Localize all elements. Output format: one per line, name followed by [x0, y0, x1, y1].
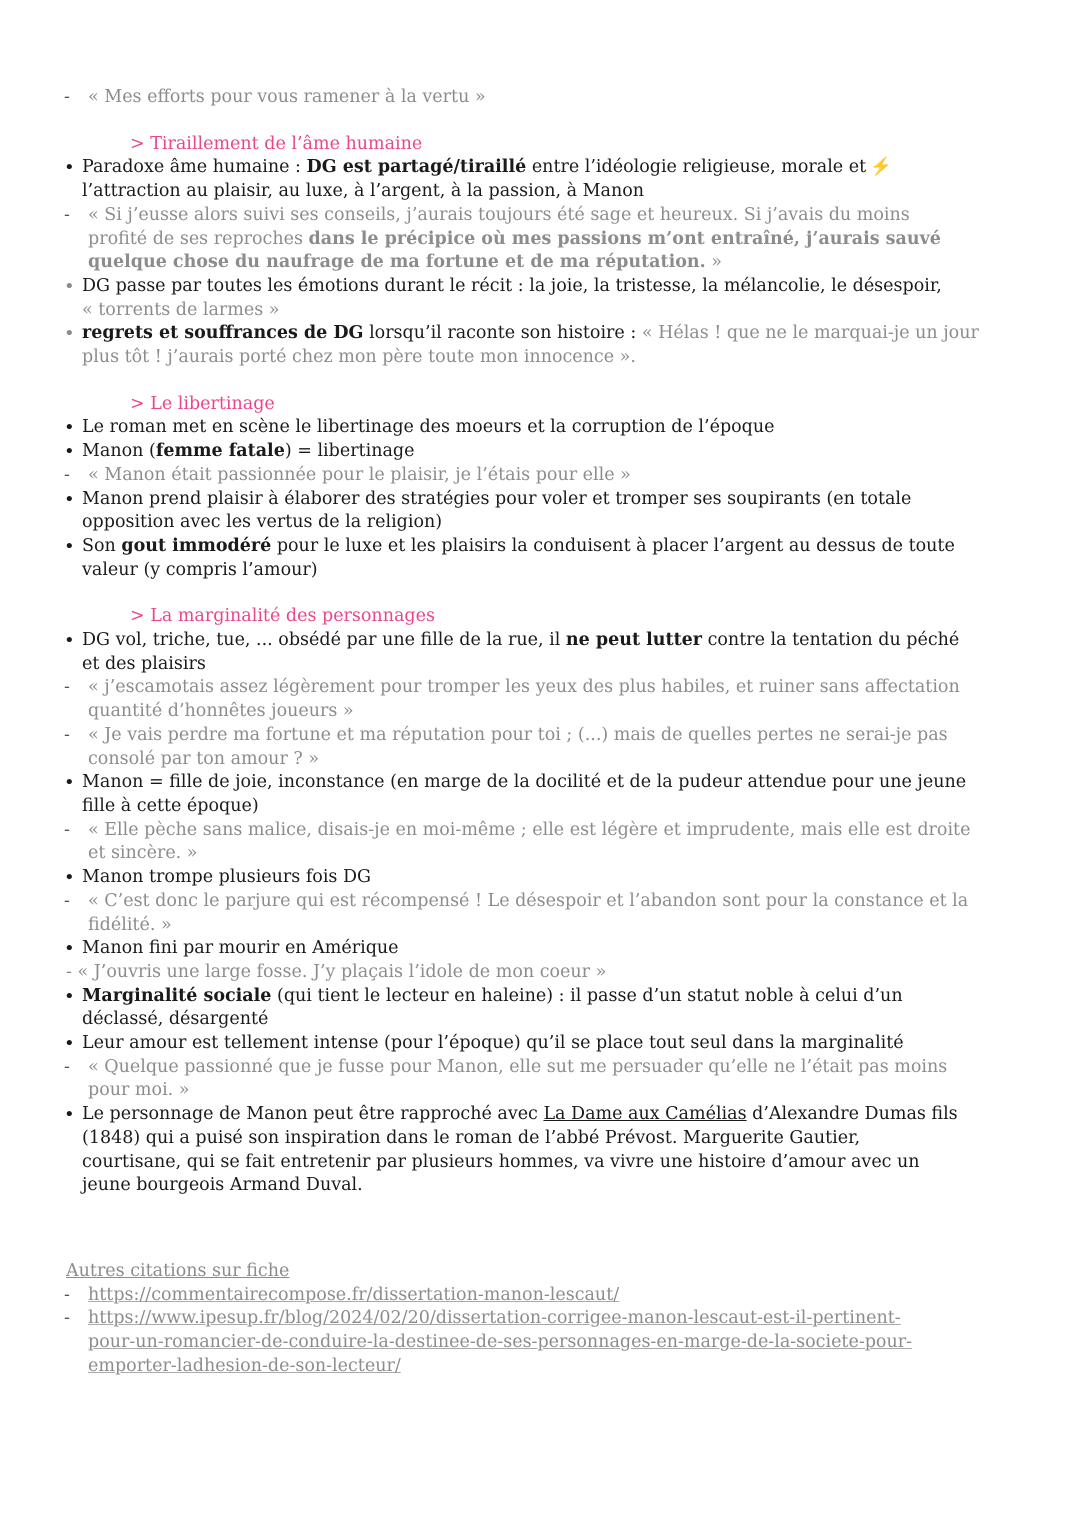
- bullet-paradoxe: • Paradoxe âme humaine : DG est partagé/tiraillé entre l’idéologie religieuse, morale et ⚡: [0, 156, 1080, 180]
- bullet-trompe-dg: • Manon trompe plusieurs fois DG: [0, 866, 1080, 890]
- study-notes-page: - « Mes efforts pour vous ramener à la vertu » > Tiraillement de l’âme humaine • Paradoxe âme humaine : DG est partagé/tiraillé entre l’idéologie religieuse, morale et ⚡ l’attraction au plaisir, au luxe, à l’argent, à la passion, à Manon - « Si j’eusse alors suivi ses conseils, j’aurais toujours été sage et heureux. Si j’avais du moins profité de ses reproches dans le précipice où mes passions m’ont entraîné, j’aurais sauvé quelque chose du naufrage de ma fortune et de ma réputation. » • DG passe par toutes les émotions durant le récit : la joie, la tristesse, la mélancolie, le désespoir, « torrents de larmes » • regrets et souffrances de DG lorsqu’il raconte son histoire : « Hélas ! que ne le marquai-je un jour plus tôt ! j’aurais porté chez mon père toute mon innocence ». > Le libertinage • Le roman met en scène le libertinage des moeurs et la corruption de l’époque • Manon (femme fatale) = libertinage - « Manon était passionnée pour le plaisir, je l’étais pour elle » • Manon prend plaisir à élaborer des stratégies pour voler et tromper ses soupirants (en totale opposition avec les vertus de la religion) • Son gout immodéré pour le luxe et les plaisirs la conduisent à placer l’argent au dessus de toute valeur (y compris l’amour) > La marginalité des personnages • DG vol, triche, tue, ... obsédé par une fille de la rue, il ne peut lutter contre la tentation du péché et des plaisirs - « j’escamotais assez légèrement pour tromper les yeux des plus habiles, et ruiner sans affectation quantité d’honnêtes joueurs » - « Je vais perdre ma fortune et ma réputation pour toi ; (...) mais de quelles pertes ne serai-je pas consolé par ton amour ? » • Manon = fille de joie, inconstance (en marge de la docilité et de la pudeur attendue pour une jeune fille à cette époque) - « Elle pèche sans malice, disais-je en moi-même ; elle est légère et imprudente, mais elle est droite et sincère. » • Manon trompe plusieurs fois DG - « C’est donc le parjure qui est récompensé ! Le désespoir et l’abandon sont pour la constance et la fidélité. » • Manon fini par mourir en Amérique - « J’ouvris une large fosse. J’y plaçais l’idole de mon coeur » • Marginalité sociale (qui tient le lecteur en haleine) : il passe d’un statut noble à celui d’un déclassé, désargenté • Leur amour est tellement intense (pour l’époque) qu’il se place tout seul dans la marginalité - « Quelque passionné que je fusse pour Manon, elle sut me persuader qu’elle ne l’était pas moins pour moi. » • Le personnage de Manon peut être rapproché avec La Dame aux Camélias d’Alexandre Dumas fils (1848) qui a puisé son inspiration dans le roman de l’abbé Prévost. Marguerite Gautier, courtisane, qui se fait entretenir par plusieurs hommes, va vivre une histoire d’amour avec un jeune bourgeois Armand Duval. Autres citations sur fiche - https://commentairecompose.fr/dissertation-manon-lescaut/ - https://www.ipesup.fr/blog/2024/02/20/dissertation-corrigee-manon-lescaut-est-il-pertinent- pour-un-romancier-de-conduire-la-destinee-de-ses-personnages-en-marge-de-la-societe-pour- emporter-ladhesion-de-son-lecteur/: [0, 86, 1080, 1378]
- book-title-dame-aux-camelias: La Dame aux Camélias: [543, 1104, 747, 1125]
- quote-escamotais: - « j’escamotais assez légèrement pour tromper les yeux des plus habiles, et ruiner sans affectation: [0, 676, 1080, 700]
- bullet-emotions: • DG passe par toutes les émotions durant le récit : la joie, la tristesse, la mélancolie, le désespoir,: [0, 275, 1080, 299]
- bullet-fille-de-joie: • Manon = fille de joie, inconstance (en marge de la docilité et de la pudeur attendue pour une jeune: [0, 771, 1080, 795]
- link-ipesup[interactable]: - https://www.ipesup.fr/blog/2024/02/20/dissertation-corrigee-manon-lescaut-est-il-pertinent-: [0, 1307, 1080, 1331]
- bullet-femme-fatale: • Manon (femme fatale) = libertinage: [0, 440, 1080, 464]
- quote-peche-sans-malice: - « Elle pèche sans malice, disais-je en moi-même ; elle est légère et imprudente, mais elle est droite: [0, 819, 1080, 843]
- section-heading-marginalite: > La marginalité des personnages: [130, 606, 435, 627]
- opening-quote: - « Mes efforts pour vous ramener à la vertu »: [0, 86, 1080, 110]
- quote-parjure: - « C’est donc le parjure qui est récompensé ! Le désespoir et l’abandon sont pour la constance et la: [0, 890, 1080, 914]
- bullet-dame-aux-camelias: • Le personnage de Manon peut être rapproché avec La Dame aux Camélias d’Alexandre Dumas fils: [0, 1103, 1080, 1127]
- section-heading-libertinage: > Le libertinage: [130, 393, 275, 414]
- quote-quelque-passionne: - « Quelque passionné que je fusse pour Manon, elle sut me persuader qu’elle ne l’était pas moins: [0, 1056, 1080, 1080]
- quote-conseils: - « Si j’eusse alors suivi ses conseils, j’aurais toujours été sage et heureux. Si j’avais du moins: [0, 204, 1080, 228]
- section-heading-tiraillement: > Tiraillement de l’âme humaine: [130, 133, 423, 154]
- bullet-marginalite-sociale: • Marginalité sociale (qui tient le lecteur en haleine) : il passe d’un statut noble à celui d’un: [0, 985, 1080, 1009]
- bullet-mourir-amerique: • Manon fini par mourir en Amérique: [0, 937, 1080, 961]
- bullet-libertinage-moeurs: • Le roman met en scène le libertinage des moeurs et la corruption de l’époque: [0, 416, 1080, 440]
- bullet-dg-vol: • DG vol, triche, tue, ... obsédé par une fille de la rue, il ne peut lutter contre la tentation du péché: [0, 629, 1080, 653]
- quote-perdre-fortune: - « Je vais perdre ma fortune et ma réputation pour toi ; (...) mais de quelles pertes ne serai-je pas: [0, 724, 1080, 748]
- lightning-bolt-icon: ⚡: [870, 157, 892, 178]
- bullet-strategies: • Manon prend plaisir à élaborer des stratégies pour voler et tromper ses soupirants (en totale: [0, 488, 1080, 512]
- link-commentairecompose[interactable]: - https://commentairecompose.fr/dissertation-manon-lescaut/: [0, 1284, 1080, 1308]
- quote-large-fosse: - « J’ouvris une large fosse. J’y plaçais l’idole de mon coeur »: [66, 961, 607, 982]
- other-quotes-title: Autres citations sur fiche: [66, 1260, 290, 1281]
- bullet-gout-immodere: • Son gout immodéré pour le luxe et les plaisirs la conduisent à placer l’argent au dessus de toute: [0, 535, 1080, 559]
- bullet-regrets: • regrets et souffrances de DG lorsqu’il raconte son histoire : « Hélas ! que ne le marquai-je un jour: [0, 322, 1080, 346]
- quote-passionnee: - « Manon était passionnée pour le plaisir, je l’étais pour elle »: [0, 464, 1080, 488]
- bullet-amour-intense: • Leur amour est tellement intense (pour l’époque) qu’il se place tout seul dans la marginalité: [0, 1032, 1080, 1056]
